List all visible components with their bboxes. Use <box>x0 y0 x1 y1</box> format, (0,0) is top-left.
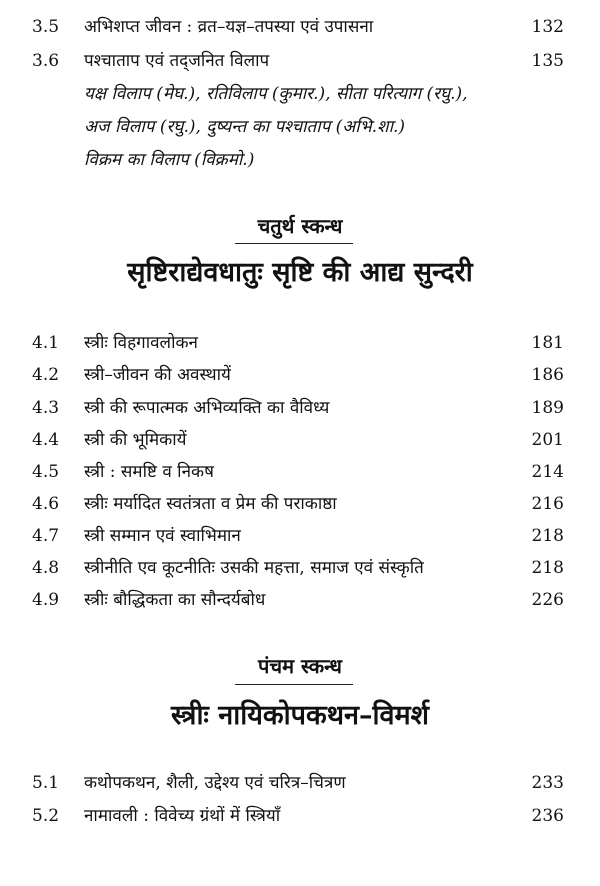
toc-entry <box>0 521 600 551</box>
part-label: चतुर्थ स्कन्ध <box>257 214 343 238</box>
entry-title: स्त्री : समष्टि व निकष <box>84 462 214 482</box>
entry-subline: यक्ष विलाप (मेघ.), रतिविलाप (कुमार.), सीता परित्याग (रघु.), <box>84 84 468 104</box>
entry-title: कथोपकथन, शैली, उद्देश्य एवं चरित्र–चित्रण <box>84 773 346 793</box>
entry-subline: अज विलाप (रघु.), दुष्यन्त का पश्चाताप (अभि.शा.) <box>84 117 406 137</box>
toc-entry <box>0 360 600 390</box>
entry-page: 216 <box>531 494 564 514</box>
entry-number: 5.2 <box>32 806 60 826</box>
entry-number: 3.6 <box>32 51 60 71</box>
entry-title: स्त्री–जीवन की अवस्थायें <box>84 365 231 385</box>
part-title: स्त्रीः नायिकोपकथन–विमर्श <box>171 700 429 731</box>
entry-page: 236 <box>531 806 564 826</box>
entry-number: 4.6 <box>32 494 60 514</box>
entry-title: स्त्रीः विहगावलोकन <box>84 333 198 353</box>
entry-number: 4.8 <box>32 558 60 578</box>
entry-title: स्त्रीनीति एव कूटनीतिः उसकी महत्ता, समाज एवं संस्कृति <box>84 558 424 578</box>
entry-page: 218 <box>531 526 564 546</box>
toc-entry <box>0 12 600 42</box>
entry-subline: विक्रम का विलाप (विक्रमो.) <box>84 150 255 170</box>
entry-title: स्त्री सम्मान एवं स्वाभिमान <box>84 526 241 546</box>
entry-number: 4.9 <box>32 590 60 610</box>
toc-entry <box>0 457 600 487</box>
entry-title: अभिशप्त जीवन : व्रत–यज्ञ–तपस्या एवं उपासना <box>84 17 374 37</box>
toc-entry <box>0 328 600 358</box>
entry-number: 3.5 <box>32 17 60 37</box>
entry-page: 226 <box>531 590 564 610</box>
entry-number: 5.1 <box>32 773 60 793</box>
entry-title: स्त्री की भूमिकायें <box>84 430 187 450</box>
toc-entry <box>0 553 600 583</box>
entry-number: 4.3 <box>32 398 60 418</box>
entry-title: स्त्रीः बौद्धिकता का सौन्दर्यबोध <box>84 590 266 610</box>
entry-page: 181 <box>531 333 564 353</box>
part-title: सृष्टिराद्येवधातुः सृष्टि की आद्य सुन्दरी <box>127 257 473 288</box>
toc-entry <box>0 768 600 798</box>
toc-entry <box>0 46 600 76</box>
toc-entry <box>0 585 600 615</box>
entry-page: 218 <box>531 558 564 578</box>
toc-entry <box>0 393 600 423</box>
entry-number: 4.2 <box>32 365 60 385</box>
part-divider <box>235 684 353 685</box>
entry-title: पश्चाताप एवं तद्जनित विलाप <box>84 51 270 71</box>
entry-number: 4.1 <box>32 333 60 353</box>
entry-page: 201 <box>531 430 564 450</box>
toc-entry <box>0 425 600 455</box>
entry-page: 132 <box>531 17 564 37</box>
entry-page: 189 <box>531 398 564 418</box>
entry-page: 186 <box>531 365 564 385</box>
toc-entry <box>0 489 600 519</box>
entry-number: 4.4 <box>32 430 60 450</box>
entry-number: 4.5 <box>32 462 60 482</box>
entry-title: स्त्रीः मर्यादित स्वतंत्रता व प्रेम की पराकाष्ठा <box>84 494 337 514</box>
entry-page: 233 <box>531 773 564 793</box>
entry-page: 214 <box>531 462 564 482</box>
part-label: पंचम स्कन्ध <box>258 654 342 678</box>
entry-title: नामावली : विवेच्य ग्रंथों में स्त्रियाँ <box>84 806 281 826</box>
entry-page: 135 <box>531 51 564 71</box>
entry-number: 4.7 <box>32 526 60 546</box>
part-divider <box>235 243 353 244</box>
toc-entry <box>0 801 600 831</box>
entry-title: स्त्री की रूपात्मक अभिव्यक्ति का वैविध्य <box>84 398 330 418</box>
